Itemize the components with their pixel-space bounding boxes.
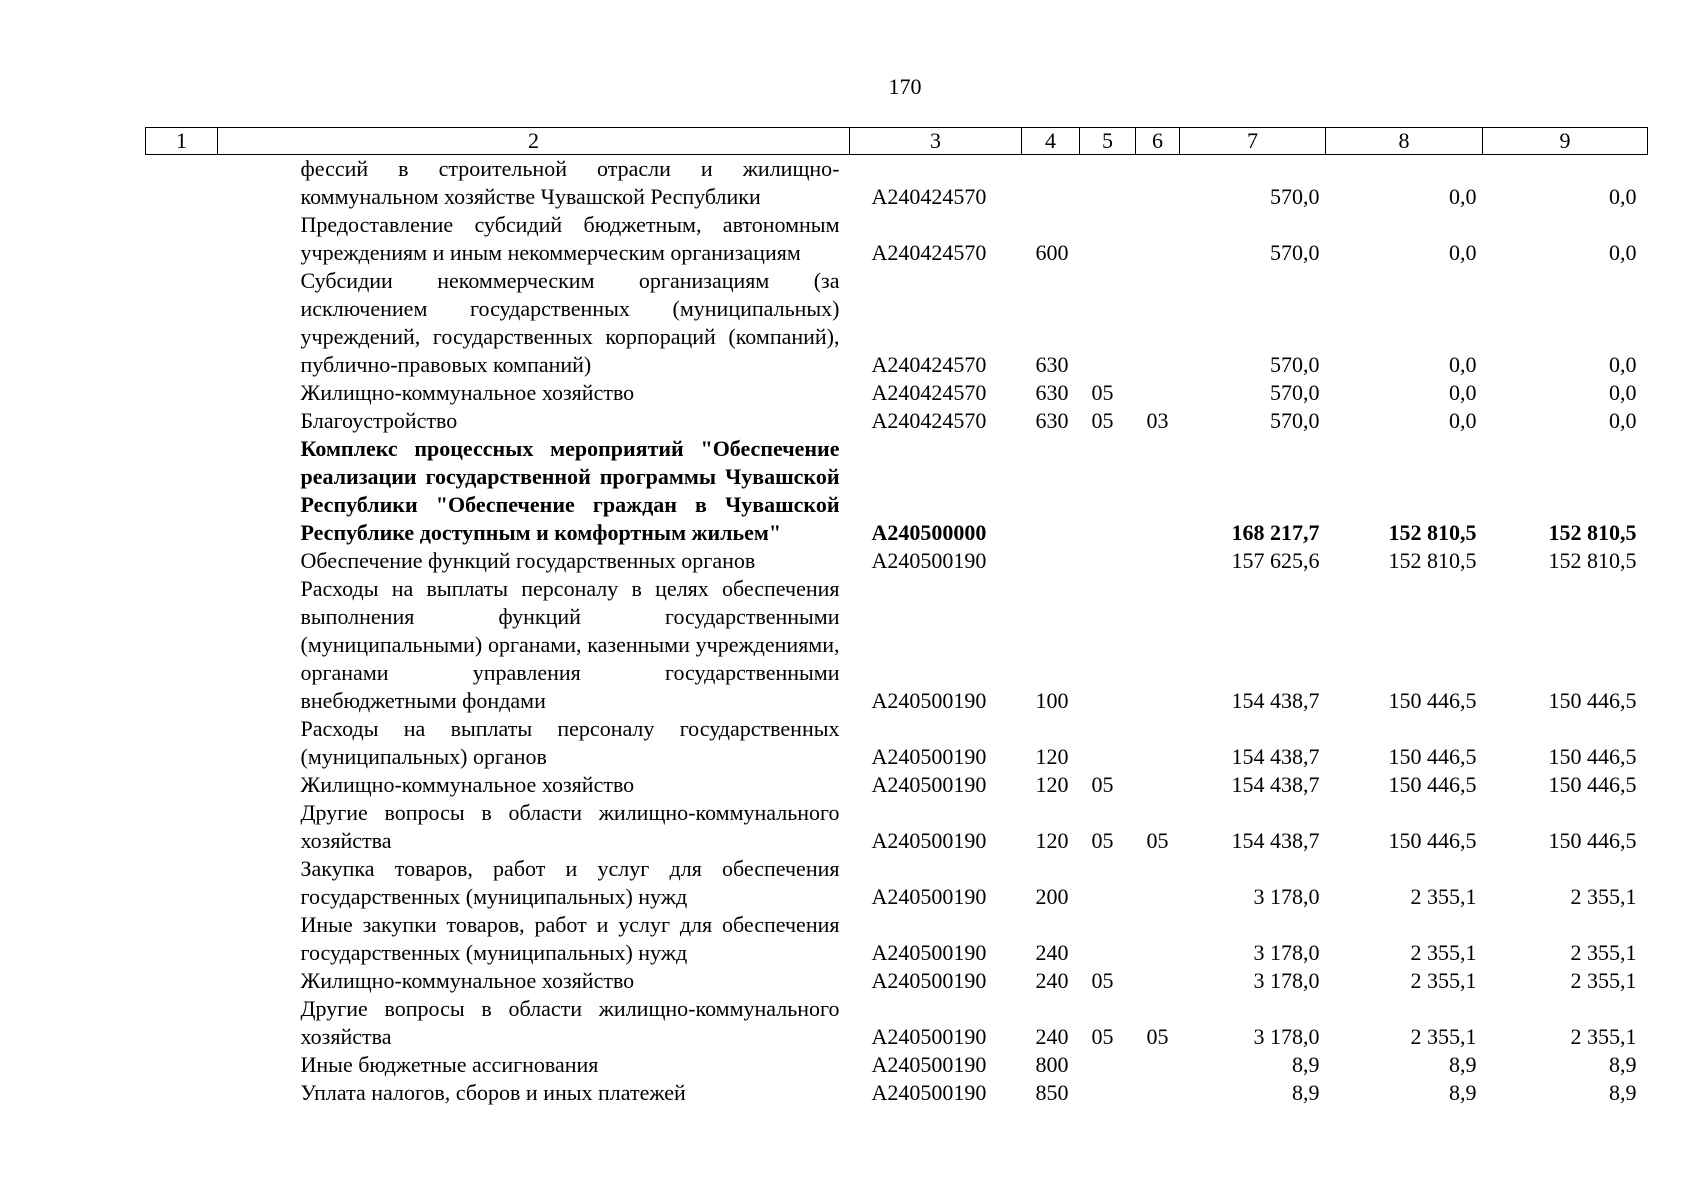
amount-col9-cell: 152 810,5 [1548, 520, 1637, 545]
row-name-cell: Жилищно-коммунальное хозяйство [300, 380, 635, 405]
amount-col9-cell: 0,0 [1609, 352, 1637, 377]
column-header-1: 1 [146, 128, 218, 155]
amount-col8-cell: 2 355,1 [1410, 940, 1477, 965]
table-row [146, 799, 1648, 855]
row-name-cell: Комплекс процессных мероприятий "Обеспечение реализации государственной программы Чувашской Республики "Обеспечение граждан в Чувашской Республике доступным и комфортным жильем" [300, 436, 840, 545]
table-body [146, 155, 1648, 1108]
section-cell [1080, 267, 1136, 379]
subsection-cell [1136, 267, 1180, 379]
column-header-6: 6 [1136, 128, 1180, 155]
amount-col8-cell: 2 355,1 [1410, 884, 1477, 909]
table-row [146, 575, 1648, 715]
subsection-cell [1136, 1051, 1180, 1079]
table-row [146, 911, 1648, 967]
expense-type-cell [1022, 155, 1080, 212]
row-number-cell [146, 575, 218, 715]
target-article-code-cell: А240500190 [871, 772, 987, 797]
section-cell [1080, 435, 1136, 547]
amount-col7-cell: 570,0 [1270, 240, 1320, 265]
row-number-cell [146, 435, 218, 547]
amount-col8-cell: 150 446,5 [1388, 688, 1477, 713]
section-cell: 05 [1091, 772, 1114, 797]
amount-col8-cell: 150 446,5 [1388, 828, 1477, 853]
amount-col8-cell: 2 355,1 [1410, 1024, 1477, 1049]
subsection-cell [1136, 911, 1180, 967]
section-cell [1080, 855, 1136, 911]
expense-type-cell: 200 [1035, 884, 1069, 909]
target-article-code-cell: А240500190 [871, 1052, 987, 1077]
amount-col7-cell: 570,0 [1270, 352, 1320, 377]
target-article-code-cell: А240424570 [871, 184, 987, 209]
subsection-cell: 03 [1146, 408, 1169, 433]
subsection-cell [1136, 771, 1180, 799]
row-name-cell: Другие вопросы в области жилищно-коммунального хозяйства [300, 996, 840, 1049]
target-article-code-cell: А240424570 [871, 380, 987, 405]
section-cell [1080, 911, 1136, 967]
row-number-cell [146, 407, 218, 435]
amount-col7-cell: 157 625,6 [1231, 548, 1320, 573]
table-row [146, 967, 1648, 995]
column-header-9: 9 [1483, 128, 1648, 155]
amount-col7-cell: 154 438,7 [1231, 688, 1320, 713]
row-name-cell: Иные закупки товаров, работ и услуг для обеспечения государственных (муниципальных) нужд [300, 912, 840, 965]
amount-col9-cell: 152 810,5 [1548, 548, 1637, 573]
column-header-2: 2 [218, 128, 850, 155]
section-cell: 05 [1091, 380, 1114, 405]
section-cell [1080, 1051, 1136, 1079]
section-cell: 05 [1091, 1024, 1114, 1049]
amount-col9-cell: 0,0 [1609, 240, 1637, 265]
subsection-cell [1136, 379, 1180, 407]
target-article-code-cell: А240500190 [871, 968, 987, 993]
expense-type-cell: 800 [1035, 1052, 1069, 1077]
row-number-cell [146, 967, 218, 995]
subsection-cell [1136, 547, 1180, 575]
target-article-code-cell: А240500190 [871, 884, 987, 909]
amount-col9-cell: 150 446,5 [1548, 688, 1637, 713]
amount-col8-cell: 150 446,5 [1388, 772, 1477, 797]
row-number-cell [146, 855, 218, 911]
target-article-code-cell: А240424570 [871, 240, 987, 265]
section-cell [1080, 155, 1136, 212]
row-name-cell: фессий в строительной отрасли и жилищно-коммунальном хозяйстве Чувашской Республики [300, 156, 840, 209]
column-header-8: 8 [1326, 128, 1483, 155]
row-number-cell [146, 1079, 218, 1107]
section-cell: 05 [1091, 408, 1114, 433]
amount-col7-cell: 3 178,0 [1253, 940, 1320, 965]
row-name-cell: Жилищно-коммунальное хозяйство [300, 968, 635, 993]
target-article-code-cell: А240500190 [871, 744, 987, 769]
amount-col7-cell: 3 178,0 [1253, 1024, 1320, 1049]
row-number-cell [146, 379, 218, 407]
section-cell: 05 [1091, 968, 1114, 993]
target-article-code-cell: А240500190 [871, 940, 987, 965]
amount-col7-cell: 8,9 [1292, 1052, 1320, 1077]
expense-type-cell [1022, 435, 1080, 547]
amount-col7-cell: 154 438,7 [1231, 828, 1320, 853]
row-number-cell [146, 211, 218, 267]
row-number-cell [146, 995, 218, 1051]
budget-table [145, 127, 1648, 1107]
amount-col7-cell: 154 438,7 [1231, 744, 1320, 769]
row-name-cell: Расходы на выплаты персоналу в целях обеспечения выполнения функций государственными (муниципальными) органами, казенными учреждениями, органами управления государственными внебюджетными фондами [300, 576, 840, 713]
amount-col7-cell: 3 178,0 [1253, 968, 1320, 993]
amount-col9-cell: 0,0 [1609, 380, 1637, 405]
row-name-cell: Другие вопросы в области жилищно-коммунального хозяйства [300, 800, 840, 853]
amount-col9-cell: 2 355,1 [1570, 940, 1637, 965]
target-article-code-cell: А240500190 [871, 688, 987, 713]
column-header-7: 7 [1180, 128, 1326, 155]
amount-col9-cell: 0,0 [1609, 184, 1637, 209]
expense-type-cell: 100 [1035, 688, 1069, 713]
table-row [146, 267, 1648, 379]
section-cell [1080, 547, 1136, 575]
subsection-cell: 05 [1146, 1024, 1169, 1049]
subsection-cell [1136, 715, 1180, 771]
target-article-code-cell: А240500190 [871, 1080, 987, 1105]
amount-col9-cell: 8,9 [1609, 1052, 1637, 1077]
table-row [146, 435, 1648, 547]
section-cell [1080, 715, 1136, 771]
expense-type-cell: 630 [1035, 352, 1069, 377]
table-row [146, 1051, 1648, 1079]
row-number-cell [146, 267, 218, 379]
amount-col8-cell: 8,9 [1449, 1052, 1477, 1077]
amount-col8-cell: 152 810,5 [1388, 520, 1477, 545]
table-row [146, 715, 1648, 771]
table-row [146, 155, 1648, 212]
section-cell: 05 [1091, 828, 1114, 853]
table-row [146, 211, 1648, 267]
table-row [146, 855, 1648, 911]
amount-col9-cell: 2 355,1 [1570, 884, 1637, 909]
target-article-code-cell: А240500190 [871, 1024, 987, 1049]
column-header-4: 4 [1022, 128, 1080, 155]
amount-col8-cell: 0,0 [1449, 380, 1477, 405]
subsection-cell: 05 [1146, 828, 1169, 853]
amount-col9-cell: 150 446,5 [1548, 772, 1637, 797]
row-number-cell [146, 799, 218, 855]
table-row [146, 995, 1648, 1051]
expense-type-cell: 240 [1035, 968, 1069, 993]
amount-col8-cell: 152 810,5 [1388, 548, 1477, 573]
table-row [146, 407, 1648, 435]
row-name-cell: Субсидии некоммерческим организациям (за исключением государственных (муниципальных) учреждений, государственных корпораций (компаний), публично-правовых компаний) [300, 268, 840, 377]
amount-col8-cell: 150 446,5 [1388, 744, 1477, 769]
amount-col9-cell: 150 446,5 [1548, 828, 1637, 853]
subsection-cell [1136, 967, 1180, 995]
expense-type-cell [1022, 547, 1080, 575]
section-cell [1080, 575, 1136, 715]
expense-type-cell: 120 [1035, 744, 1069, 769]
target-article-code-cell: А240500190 [871, 548, 987, 573]
amount-col7-cell: 168 217,7 [1231, 520, 1320, 545]
table-row [146, 771, 1648, 799]
amount-col9-cell: 8,9 [1609, 1080, 1637, 1105]
row-number-cell [146, 771, 218, 799]
subsection-cell [1136, 575, 1180, 715]
target-article-code-cell: А240424570 [871, 352, 987, 377]
amount-col7-cell: 570,0 [1270, 380, 1320, 405]
target-article-code-cell: А240500000 [871, 520, 987, 545]
row-number-cell [146, 911, 218, 967]
target-article-code-cell: А240500190 [871, 828, 987, 853]
column-header-3: 3 [850, 128, 1022, 155]
row-name-cell: Иные бюджетные ассигнования [300, 1052, 599, 1077]
expense-type-cell: 240 [1035, 940, 1069, 965]
table-row [146, 1079, 1648, 1107]
row-name-cell: Закупка товаров, работ и услуг для обеспечения государственных (муниципальных) нужд [300, 856, 840, 909]
expense-type-cell: 240 [1035, 1024, 1069, 1049]
row-number-cell [146, 1051, 218, 1079]
amount-col8-cell: 0,0 [1449, 240, 1477, 265]
target-article-code-cell: А240424570 [871, 408, 987, 433]
subsection-cell [1136, 855, 1180, 911]
amount-col7-cell: 570,0 [1270, 408, 1320, 433]
amount-col7-cell: 3 178,0 [1253, 884, 1320, 909]
row-name-cell: Благоустройство [300, 408, 458, 433]
amount-col8-cell: 0,0 [1449, 352, 1477, 377]
section-cell [1080, 211, 1136, 267]
amount-col9-cell: 150 446,5 [1548, 744, 1637, 769]
row-number-cell [146, 547, 218, 575]
subsection-cell [1136, 211, 1180, 267]
expense-type-cell: 630 [1035, 408, 1069, 433]
amount-col8-cell: 2 355,1 [1410, 968, 1477, 993]
amount-col8-cell: 8,9 [1449, 1080, 1477, 1105]
row-number-cell [146, 155, 218, 212]
expense-type-cell: 600 [1035, 240, 1069, 265]
amount-col8-cell: 0,0 [1449, 184, 1477, 209]
section-cell [1080, 1079, 1136, 1107]
amount-col8-cell: 0,0 [1449, 408, 1477, 433]
table-row [146, 379, 1648, 407]
row-name-cell: Предоставление субсидий бюджетным, автономным учреждениям и иным некоммерческим организациям [300, 212, 840, 265]
row-name-cell: Уплата налогов, сборов и иных платежей [300, 1080, 686, 1105]
row-name-cell: Расходы на выплаты персоналу государственных (муниципальных) органов [300, 716, 840, 769]
amount-col7-cell: 154 438,7 [1231, 772, 1320, 797]
expense-type-cell: 120 [1035, 828, 1069, 853]
expense-type-cell: 120 [1035, 772, 1069, 797]
amount-col9-cell: 0,0 [1609, 408, 1637, 433]
expense-type-cell: 850 [1035, 1080, 1069, 1105]
subsection-cell [1136, 435, 1180, 547]
column-header-5: 5 [1080, 128, 1136, 155]
amount-col9-cell: 2 355,1 [1570, 968, 1637, 993]
subsection-cell [1136, 1079, 1180, 1107]
row-number-cell [146, 715, 218, 771]
amount-col7-cell: 8,9 [1292, 1080, 1320, 1105]
row-name-cell: Жилищно-коммунальное хозяйство [300, 772, 635, 797]
amount-col7-cell: 570,0 [1270, 184, 1320, 209]
amount-col9-cell: 2 355,1 [1570, 1024, 1637, 1049]
header-row [146, 128, 1648, 155]
table-row [146, 547, 1648, 575]
row-name-cell: Обеспечение функций государственных органов [300, 548, 756, 573]
subsection-cell [1136, 155, 1180, 212]
expense-type-cell: 630 [1035, 380, 1069, 405]
page-number: 170 [888, 74, 922, 99]
